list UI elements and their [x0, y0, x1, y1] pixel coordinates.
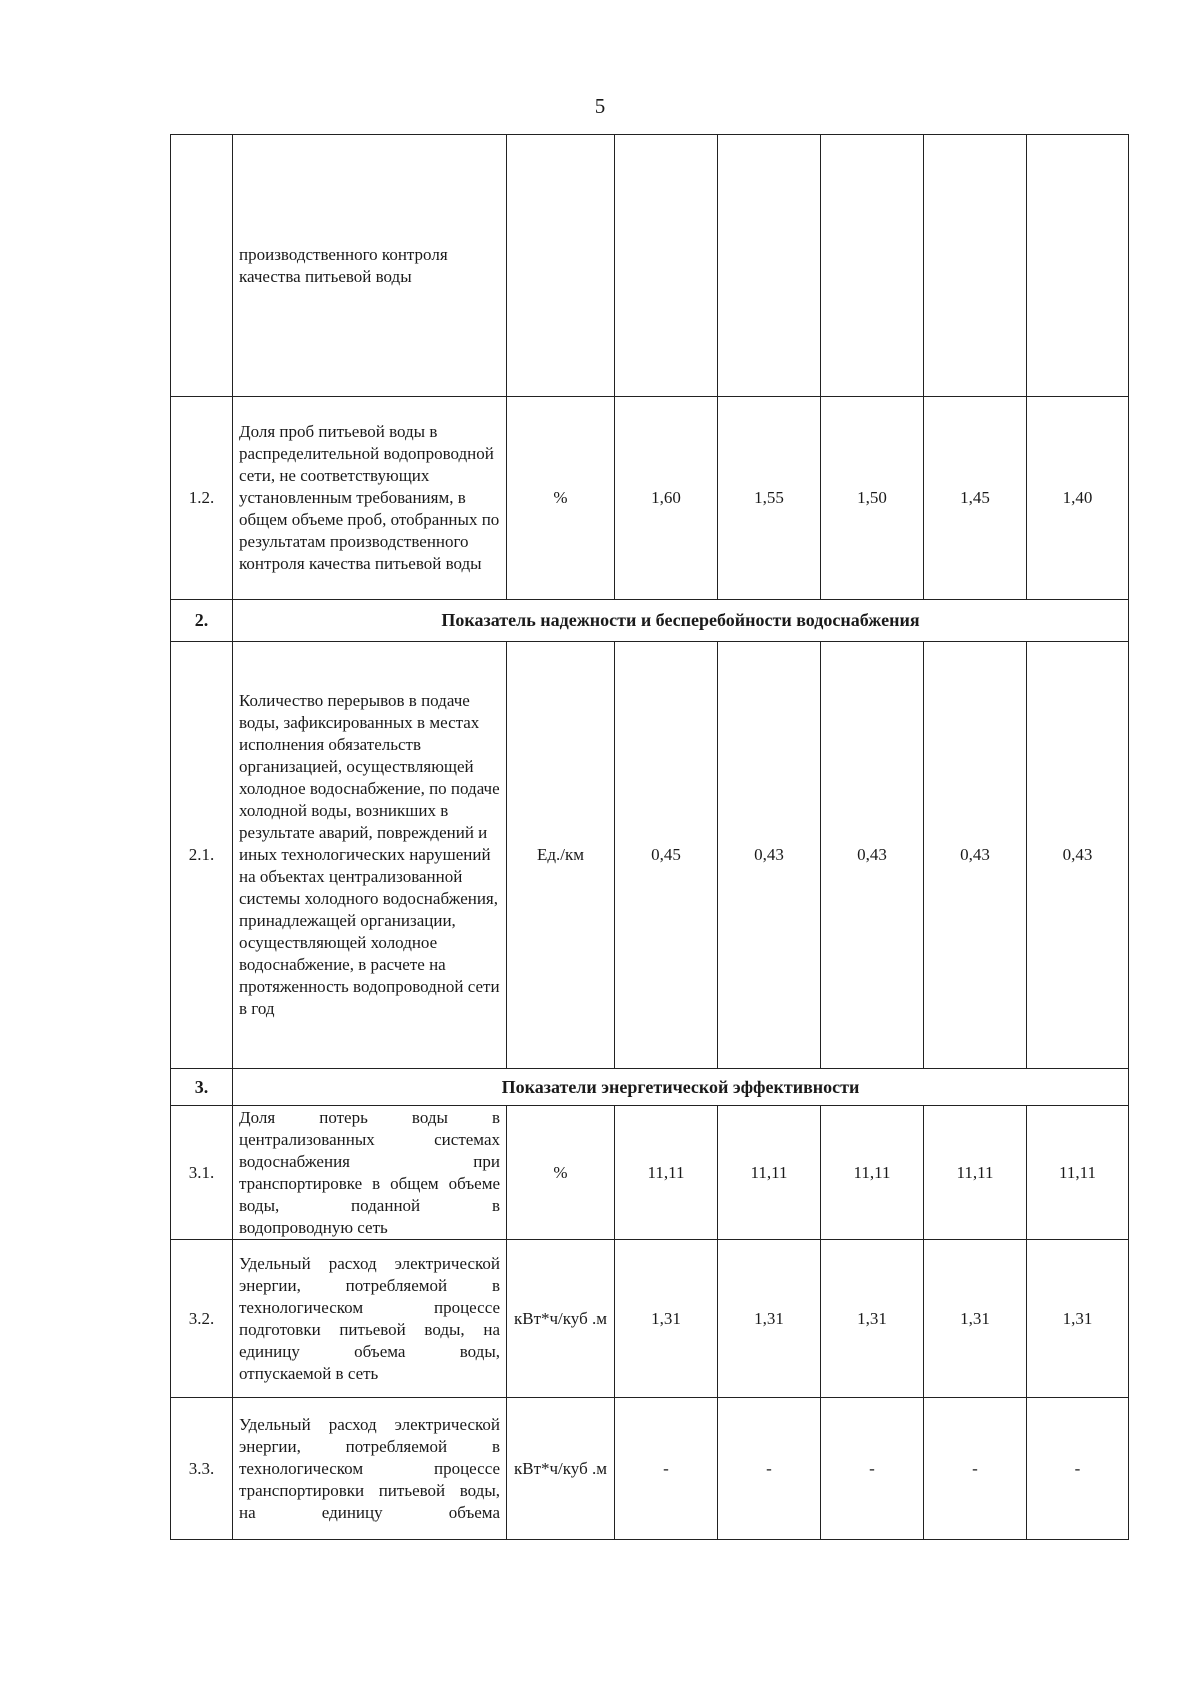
row-value: -	[924, 1398, 1027, 1540]
row-description-last: отпускаемой в сеть	[239, 1363, 379, 1383]
row-value: 0,43	[924, 642, 1027, 1069]
row-value: 0,43	[718, 642, 821, 1069]
row-value: 0,45	[615, 642, 718, 1069]
row-number: 1.2.	[171, 397, 233, 600]
row-value: 11,11	[821, 1106, 924, 1240]
row-value: 11,11	[718, 1106, 821, 1240]
row-value: -	[718, 1398, 821, 1540]
row-value: 11,11	[924, 1106, 1027, 1240]
table-row	[171, 1240, 1129, 1398]
row-value: 1,45	[924, 397, 1027, 600]
row-description	[233, 1240, 507, 1398]
section-title: Показатель надежности и бесперебойности водоснабжения	[233, 600, 1129, 642]
row-value	[821, 135, 924, 397]
row-number: 3.2.	[171, 1240, 233, 1398]
row-value: -	[1027, 1398, 1129, 1540]
row-value	[718, 135, 821, 397]
row-value: 1,31	[615, 1240, 718, 1398]
row-description-main: Доля потерь воды в централизованных системах водоснабжения при транспортировке в общем объеме воды, поданной в	[239, 1107, 500, 1215]
section-row	[171, 600, 1129, 642]
row-unit: Ед./км	[507, 642, 615, 1069]
row-description	[233, 1106, 507, 1240]
row-number: 2.1.	[171, 642, 233, 1069]
section-title: Показатели энергетической эффективности	[233, 1069, 1129, 1106]
table-row	[171, 397, 1129, 600]
section-row	[171, 1069, 1129, 1106]
indicators-table	[170, 134, 1129, 1540]
row-value	[1027, 135, 1129, 397]
table-row	[171, 642, 1129, 1069]
row-unit	[507, 135, 615, 397]
row-number: 3.3.	[171, 1398, 233, 1540]
section-number: 3.	[171, 1069, 233, 1106]
section-number: 2.	[171, 600, 233, 642]
row-description: Удельный расход электрической энергии, потребляемой в технологическом процессе транспортировки питьевой воды, на единицу объема	[233, 1398, 507, 1540]
row-value: 0,43	[821, 642, 924, 1069]
row-unit: %	[507, 397, 615, 600]
row-value: 11,11	[1027, 1106, 1129, 1240]
page-number: 5	[594, 94, 606, 118]
row-value: -	[615, 1398, 718, 1540]
row-value: 0,43	[1027, 642, 1129, 1069]
row-unit: кВт*ч/куб .м	[507, 1240, 615, 1398]
row-number: 3.1.	[171, 1106, 233, 1240]
row-value: 1,31	[821, 1240, 924, 1398]
row-description: производственного контроля качества питьевой воды	[233, 135, 507, 397]
table-row	[171, 1398, 1129, 1540]
row-unit: кВт*ч/куб .м	[507, 1398, 615, 1540]
row-unit: %	[507, 1106, 615, 1240]
table-row	[171, 1106, 1129, 1240]
row-description-last: водопроводную сеть	[239, 1217, 388, 1237]
row-number	[171, 135, 233, 397]
row-value: 1,40	[1027, 397, 1129, 600]
row-value	[924, 135, 1027, 397]
row-description: Количество перерывов в подаче воды, зафиксированных в местах исполнения обязательств организацией, осуществляющей холодное водоснабжение, по подаче холодной воды, возникших в результате аварий, повреждений и иных технологических нарушений на объектах централизованной системы холодного водоснабжения, принадлежащей организации, осуществляющей холодное водоснабжение, в расчете на протяженность водопроводной сети в год	[233, 642, 507, 1069]
row-value	[615, 135, 718, 397]
row-value: 1,31	[924, 1240, 1027, 1398]
row-description: Доля проб питьевой воды в распределительной водопроводной сети, не соответствующих установленным требованиям, в общем объеме проб, отобранных по результатам производственного контроля качества питьевой воды	[233, 397, 507, 600]
row-value: 1,50	[821, 397, 924, 600]
table-row	[171, 135, 1129, 397]
row-value: -	[821, 1398, 924, 1540]
row-value: 1,31	[718, 1240, 821, 1398]
row-value: 1,60	[615, 397, 718, 600]
row-value: 1,31	[1027, 1240, 1129, 1398]
row-value: 1,55	[718, 397, 821, 600]
row-description-main: Удельный расход электрической энергии, потребляемой в технологическом процессе подготовки питьевой воды, на единицу объема воды,	[239, 1253, 500, 1361]
row-value: 11,11	[615, 1106, 718, 1240]
